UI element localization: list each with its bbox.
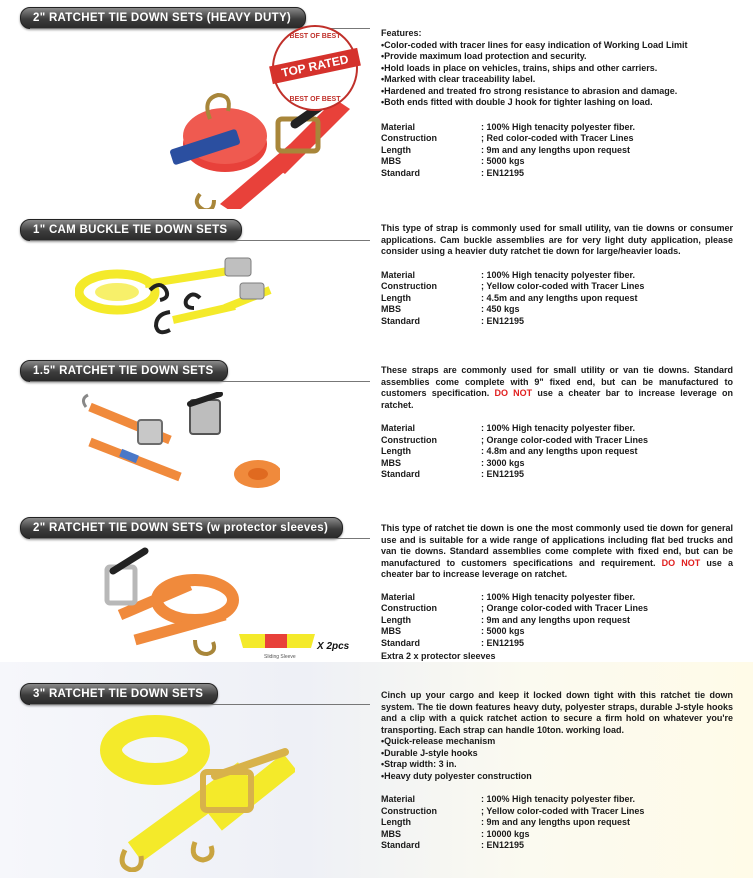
section-2-underline [30, 240, 370, 241]
features-list [381, 736, 733, 782]
feature-item: • Quick-release mechanism [381, 736, 733, 748]
feature-item: • Hold loads in place on vehicles, trains, ships and other carriers. [381, 63, 733, 75]
badge-top-text: BEST OF BEST [289, 33, 341, 40]
section-5-description: Cinch up your cargo and keep it locked down tight with this ratchet tie down system. The tie down features heavy duty, polyester straps, durable J-style hooks and a clip with a quick ratchet action to secure a firm hold on whatever you're transporting. Each strap can handle 10ton. working load. [381, 690, 733, 735]
spec-row: Length : 9m and any lengths upon request [381, 614, 631, 625]
spec-row: Standard : EN12195 [381, 637, 525, 648]
section-1-title: 2" RATCHET TIE DOWN SETS (HEAVY DUTY) [20, 7, 306, 29]
feature-item: • Provide maximum load protection and security. [381, 51, 733, 63]
ratchet-3-inch-image [95, 712, 295, 872]
feature-item: • Color-coded with tracer lines for easy indication of Working Load Limit [381, 40, 733, 52]
feature-item: • Heavy duty polyester construction [381, 771, 733, 783]
spec-row: Construction ; Red color-coded with Tracer Lines [381, 133, 634, 143]
features-title: Features: [381, 28, 422, 38]
spec-row: Length : 4.8m and any lengths upon request [381, 446, 638, 456]
ratchet-sleeves-image [95, 545, 245, 660]
spec-row: Material : 100% High tenacity polyester fiber. [381, 121, 636, 132]
sleeve-label: Sliding Sleeve [264, 654, 296, 660]
feature-item: • Durable J-style hooks [381, 748, 733, 760]
top-rated-badge [272, 25, 358, 111]
feature-item: • Strap width: 3 in. [381, 759, 733, 771]
spec-row: Length : 9m and any lengths upon request [381, 817, 631, 827]
warning-text: DO NOT [661, 557, 701, 568]
section-5-title: 3" RATCHET TIE DOWN SETS [20, 683, 218, 705]
cam-buckle-image [75, 250, 275, 340]
badge-bottom-text: BEST OF BEST [289, 96, 341, 103]
section-3-underline [30, 381, 370, 382]
section-5-underline [30, 704, 370, 705]
spec-row: Construction ; Yellow color-coded with Tracer Lines [381, 281, 645, 291]
spec-row: Material : 100% High tenacity polyester fiber. [381, 423, 636, 433]
section-1-text [381, 28, 733, 179]
feature-item: • Hardened and treated fro strong resistance to abrasion and damage. [381, 86, 733, 98]
section-4-underline [30, 538, 370, 539]
section-2-title: 1" CAM BUCKLE TIE DOWN SETS [20, 219, 242, 241]
spec-row: Standard : EN12195 [381, 469, 525, 479]
spec-table [381, 794, 733, 852]
spec-row: MBS : 5000 kgs [381, 626, 525, 636]
spec-row: Material : 100% High tenacity polyester fiber. [381, 269, 636, 280]
feature-item: • Both ends fitted with double J hook for tighter lashing on load. [381, 97, 733, 109]
spec-row: MBS : 10000 kgs [381, 828, 530, 839]
feature-item: • Marked with clear traceability label. [381, 74, 733, 86]
section-5-text [381, 690, 733, 852]
spec-row: Construction ; Yellow color-coded with Tracer Lines [381, 805, 645, 816]
spec-row: Construction ; Orange color-coded with Tracer Lines [381, 603, 649, 613]
badge-main-text: TOP RATED [269, 48, 361, 84]
section-4-title: 2" RATCHET TIE DOWN SETS (w protector sleeves) [20, 517, 343, 539]
spec-table [381, 122, 733, 180]
spec-row: MBS : 450 kgs [381, 304, 520, 314]
spec-row: Construction ; Orange color-coded with Tracer Lines [381, 434, 649, 445]
spec-table [381, 423, 733, 481]
ratchet-1-5-image [80, 392, 280, 492]
spec-row: MBS : 5000 kgs [381, 156, 525, 166]
section-2-text [381, 223, 733, 327]
sleeve-quantity: X 2pcs [317, 641, 350, 652]
section-4-description: This type of ratchet tie down is one the most commonly used tie down for general use and is suitable for a wide range of applications including flat bed trucks and van tie downs. Standard assemblies come complete with fixed end, but can be manufactured to customers specifications and requirement. DO NOT use a cheater bar to increase leverage on ratchet. [381, 523, 734, 579]
spec-row: MBS : 3000 kgs [381, 457, 525, 468]
section-2-description: This type of strap is commonly used for small utility, van tie downs or consumer applications. Cam buckle assemblies are for very light duty application, please consider using a heavier duty ratchet tie down for large/heavier loads. [381, 223, 733, 256]
spec-row: Length : 9m and any lengths upon request [381, 144, 631, 155]
spec-row: Material : 100% High tenacity polyester fiber. [381, 794, 636, 804]
section-4-text [381, 523, 733, 663]
spec-table [381, 270, 733, 328]
spec-row: Standard : EN12195 [381, 840, 525, 850]
spec-row: Material : 100% High tenacity polyester fiber. [381, 591, 636, 602]
spec-row: Standard : EN12195 [381, 315, 525, 326]
spec-row: Length : 4.5m and any lengths upon request [381, 292, 638, 303]
spec-table [381, 592, 733, 650]
section-3-title: 1.5" RATCHET TIE DOWN SETS [20, 360, 228, 382]
extra-sleeves-note: Extra 2 x protector sleeves [381, 651, 496, 661]
section-3-description: These straps are commonly used for small utility or van tie downs. Standard assemblies come complete with 9" fixed end, but can be manufactured to customers specification. DO NOT use a cheater bar to increase leverage on ratchet. [381, 365, 733, 410]
warning-text: DO NOT [494, 388, 533, 398]
features-list [381, 40, 733, 109]
protector-sleeve-image [237, 630, 317, 655]
section-3-text [381, 365, 733, 481]
spec-row: Standard : EN12195 [381, 167, 525, 178]
